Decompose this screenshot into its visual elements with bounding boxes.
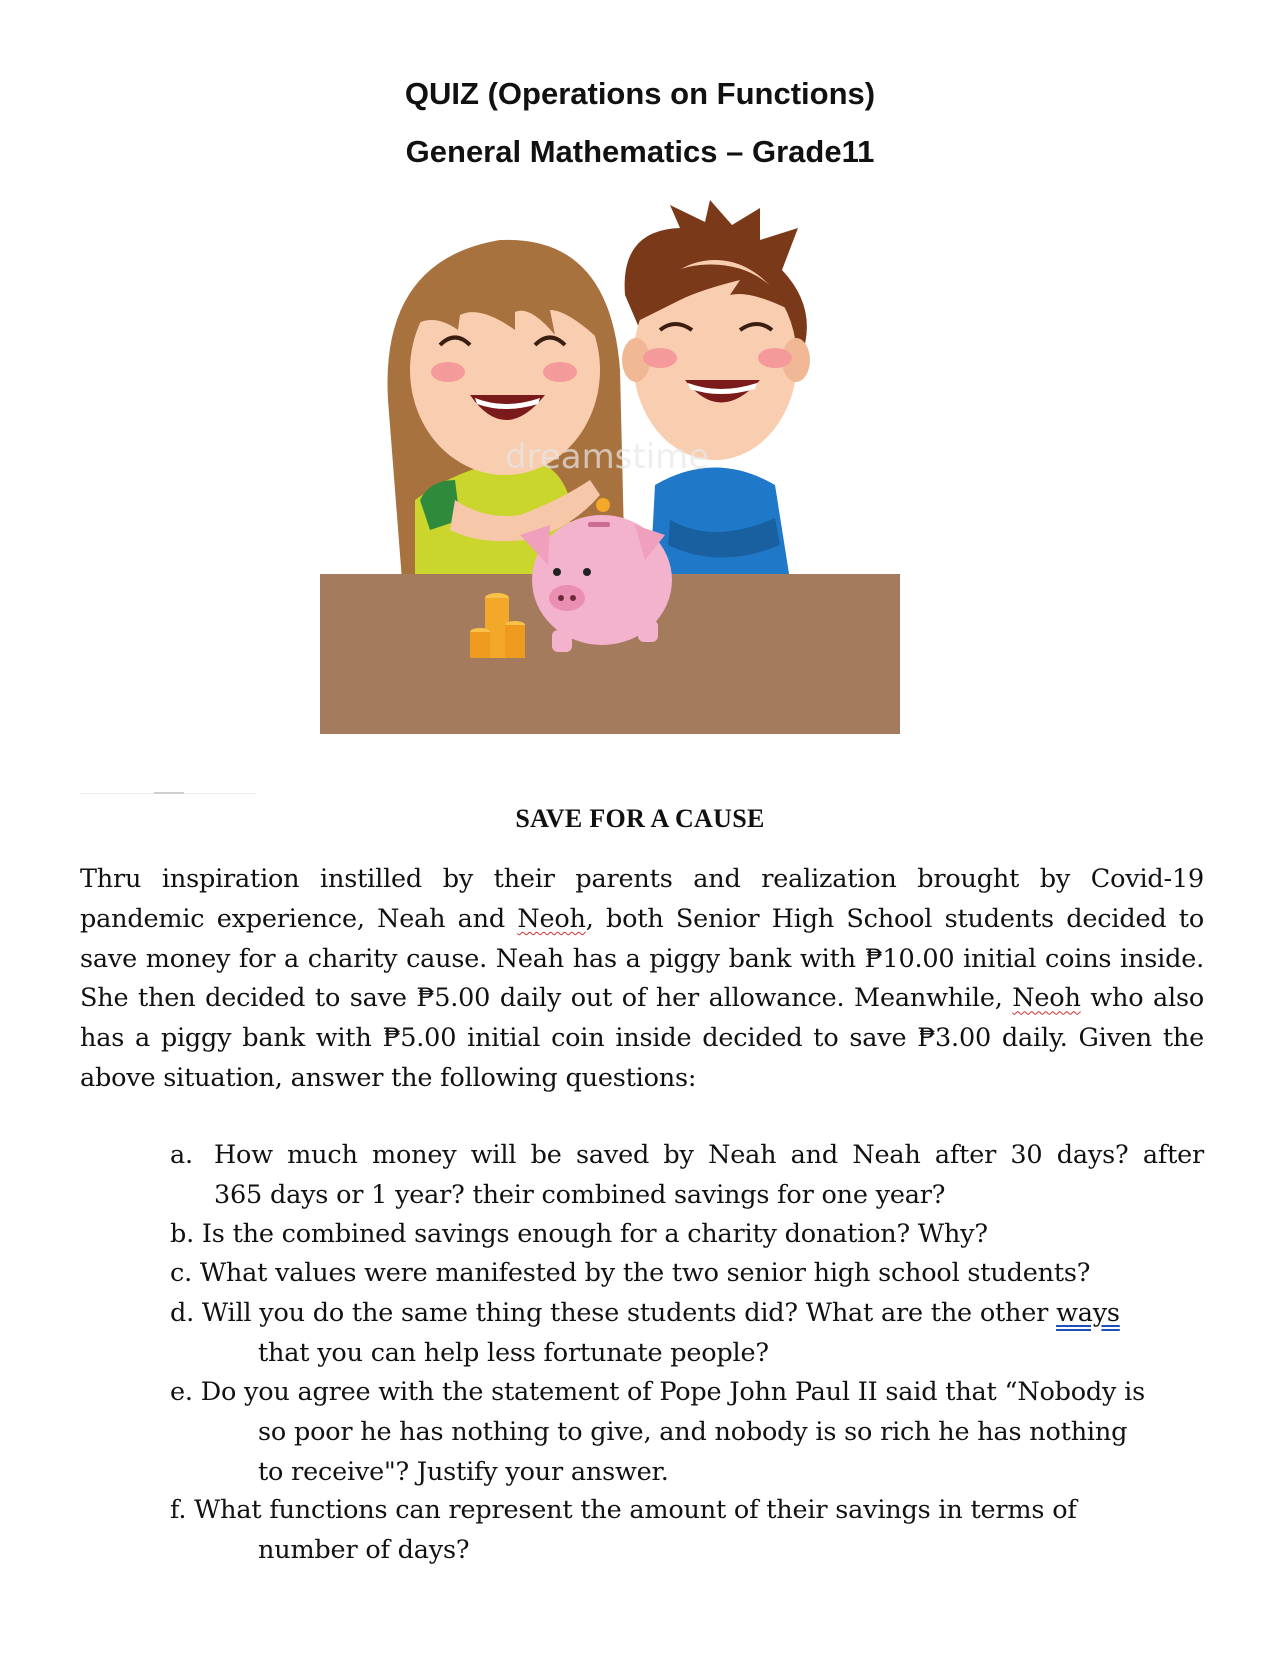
underlined-word: ways: [1056, 1298, 1120, 1328]
question-e: e. Do you agree with the statement of Pope John Paul II said that “Nobody is so poor he has nothing to give, and nobody is so rich he has nothing to receive"? Justify your answer.: [170, 1377, 1145, 1487]
scenario-paragraph: Thru inspiration instilled by their parents and realization brought by Covid-19 pandemic experience, Neah and Neoh, both Senior High School students decided to save money for a charity cause. Neah has a piggy bank with ₱10.00 initial coins inside. She then decided to save ₱5.00 daily out of her allowance. Meanwhile, Neoh who also has a piggy bank with ₱5.00 initial coin inside decided to save ₱3.00 daily. Given the above situation, answer the following questions:: [80, 864, 1205, 1093]
question-f: f. What functions can represent the amount of their savings in terms of number of days?: [170, 1495, 1077, 1565]
spellcheck-word: Neoh: [1012, 983, 1081, 1014]
section-heading: SAVE FOR A CAUSE: [515, 804, 765, 833]
scan-smudge: [80, 792, 256, 795]
spellcheck-word: Neoh: [517, 903, 586, 934]
question-c: c. What values were manifested by the two senior high school students?: [170, 1258, 1091, 1288]
quiz-title: QUIZ (Operations on Functions): [404, 76, 876, 111]
question-b: b. Is the combined savings enough for a charity donation? Why?: [170, 1219, 988, 1249]
question-d: d. Will you do the same thing these students did? What are the other ways that you can help less fortunate people?: [170, 1298, 1120, 1368]
question-a: a. How much money will be saved by Neah and Neah after 30 days? after 365 days or 1 year? their combined savings for one year?: [170, 1136, 1204, 1216]
watermark: dreamstime: [505, 437, 710, 477]
saving-kids-illustration: [320, 200, 960, 780]
question-a-label: a.: [170, 1140, 193, 1170]
quiz-subtitle: General Mathematics – Grade11: [405, 134, 875, 169]
